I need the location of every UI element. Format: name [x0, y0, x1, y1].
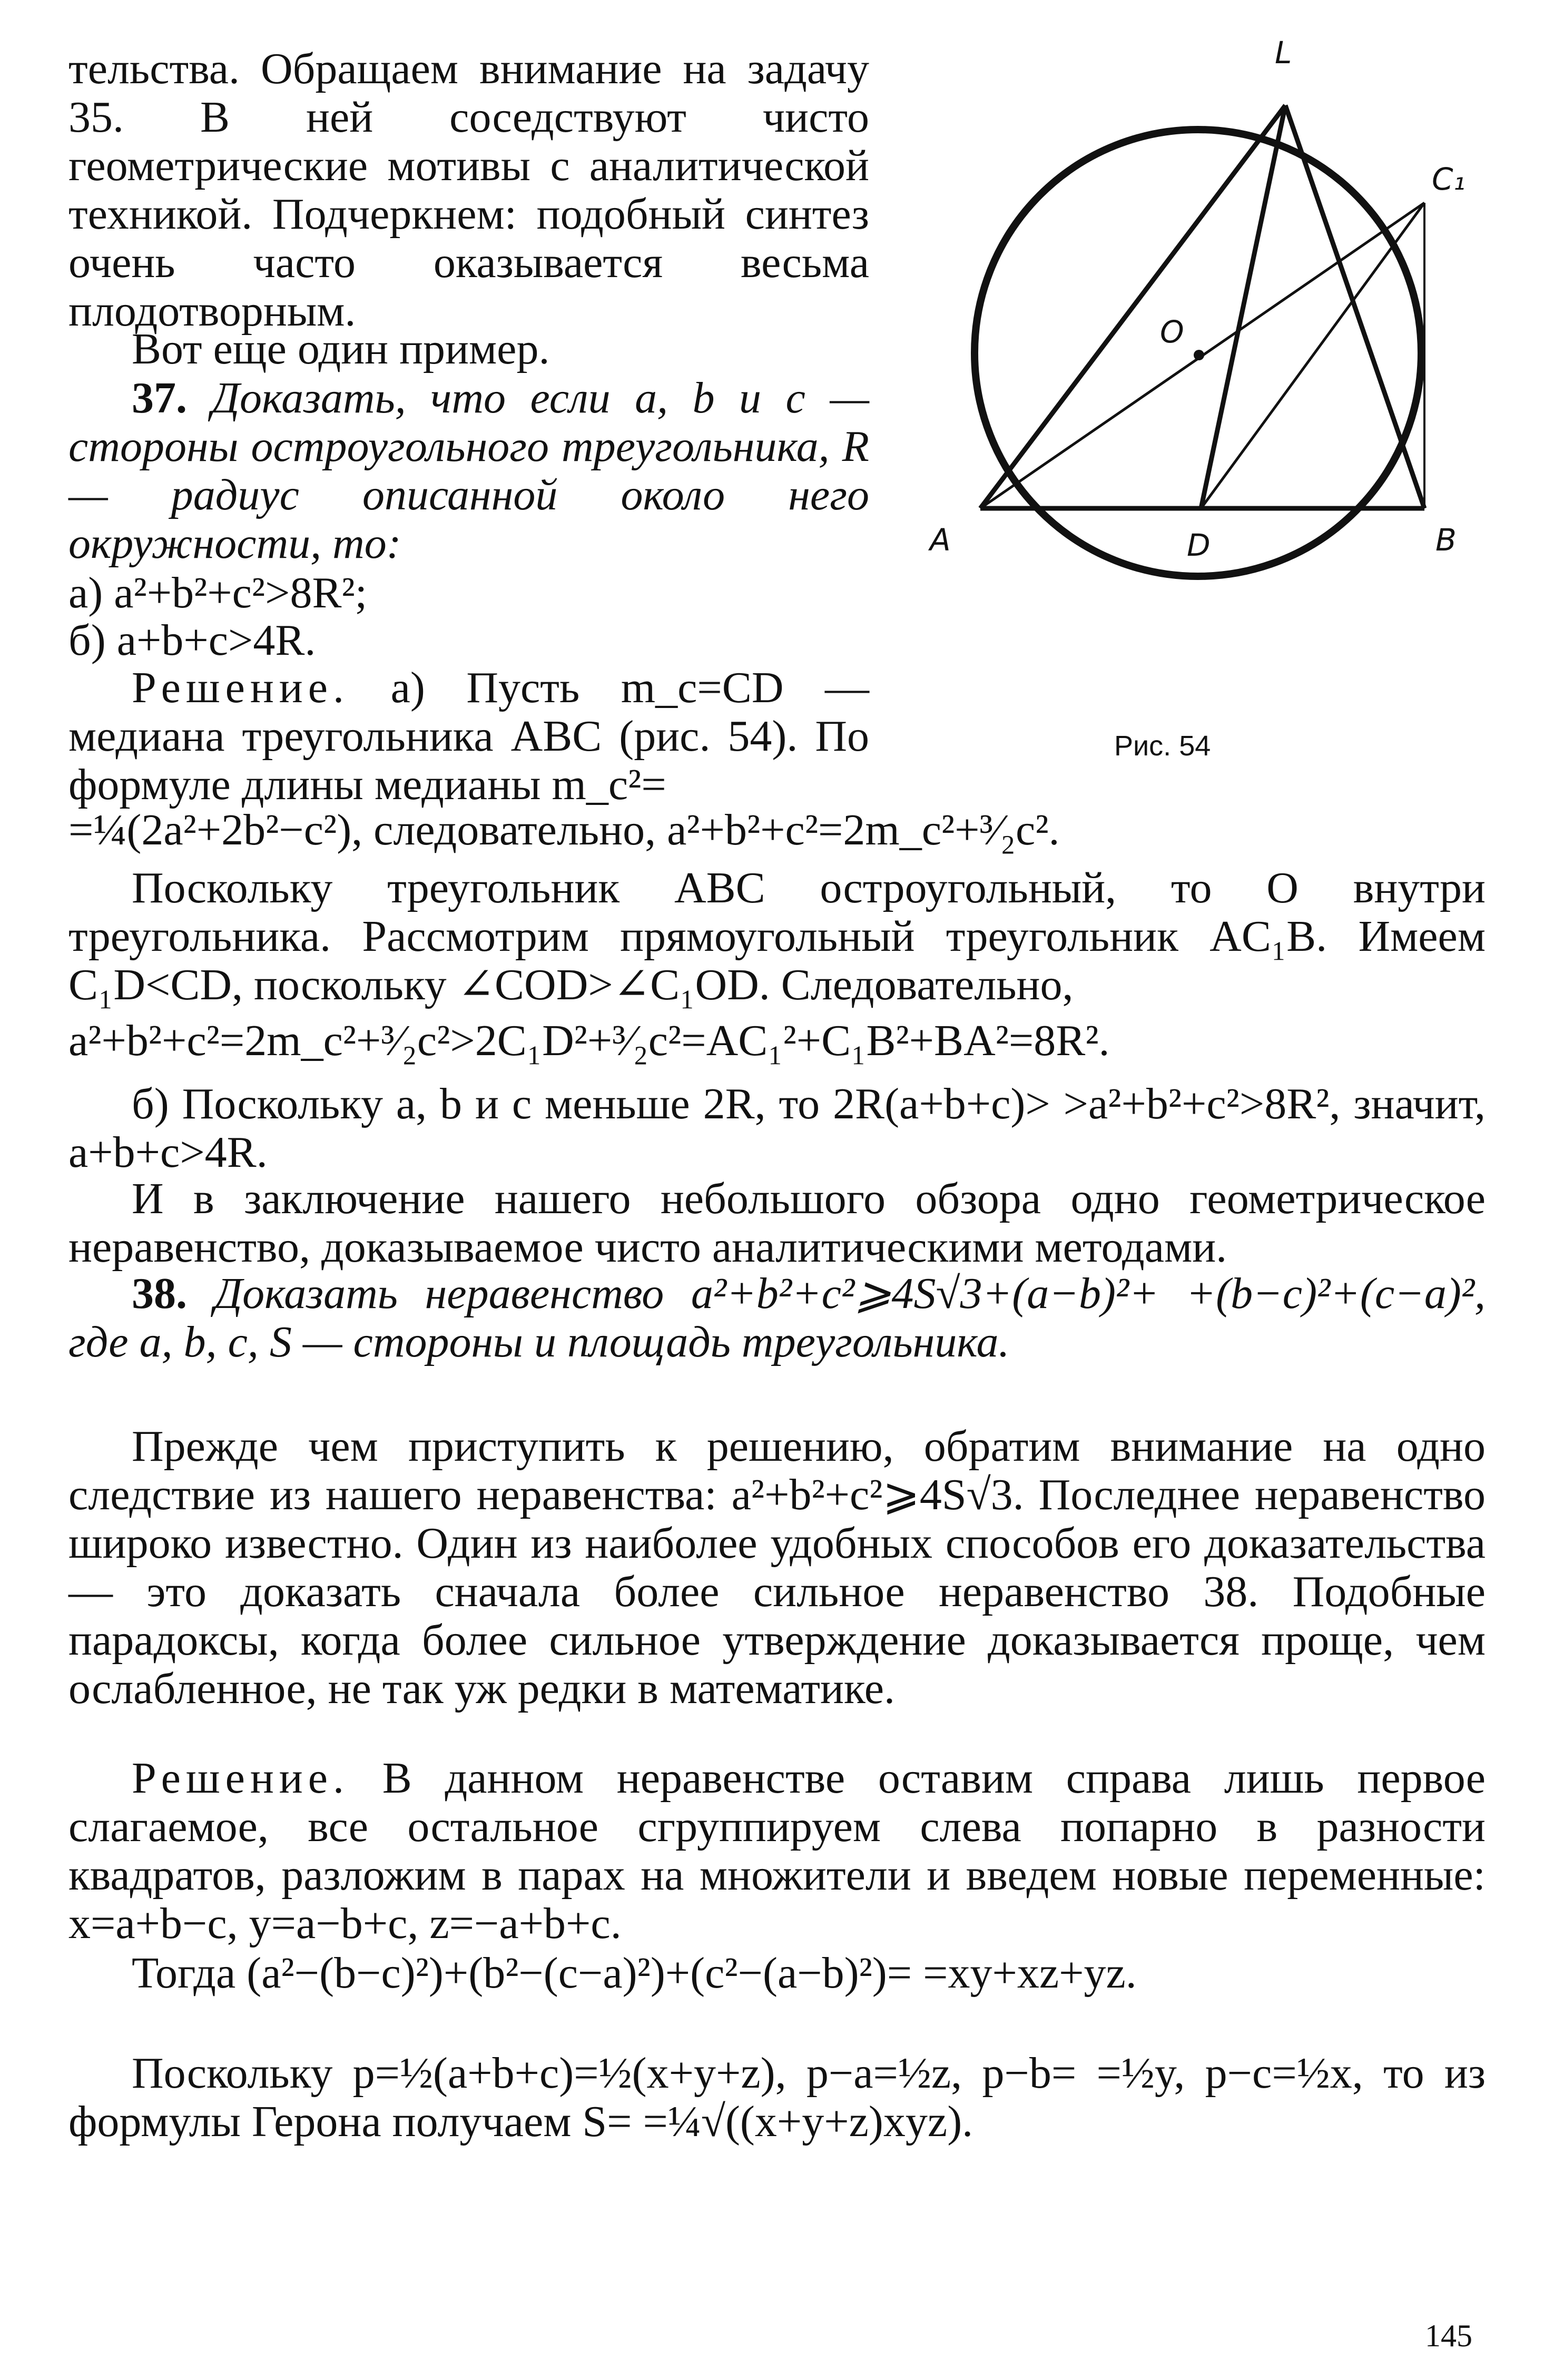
solution-label: Решение.	[132, 663, 350, 712]
paragraph-acute: Поскольку треугольник ABC остроугольный, то O внутри треугольника. Рассмотрим прямоугольный треугольник AC₁B. Имеем C₁D<CD, поскольку ∠COD>∠C₁OD. Следовательно,	[68, 863, 1486, 1009]
problem-37-number: 37.	[132, 373, 187, 422]
label-l: L	[1275, 35, 1292, 71]
problem-37-text: Доказать, что если a, b и c — стороны остроугольного треугольника, R — радиус описанной около него окружности, то:	[68, 373, 870, 568]
label-d: D	[1187, 527, 1211, 563]
solution-37	[68, 664, 869, 809]
problem-38	[68, 1270, 1486, 1366]
problem-38-text: Доказать неравенство a²+b²+c²⩾4S√3+(a−b)²+ +(b−c)²+(c−a)², где a, b, c, S — стороны и площадь треугольника.	[68, 1269, 1486, 1366]
inequality-chain: a²+b²+c²=2m_c²+³⁄₂c²>2C₁D²+³⁄₂c²=AC₁²+C₁B²+BA²=8R².	[68, 1016, 1110, 1065]
label-a: A	[930, 522, 951, 558]
solution-38-text: В данном неравенстве оставим справа лишь первое слагаемое, все остальное сгруппируем слева попарно в разности квадратов, разложим в парах на множители и введем новые переменные: x=a+b−c, y=a−b+c, z=−a+b+c.	[68, 1754, 1486, 1948]
label-c1: C₁	[1432, 161, 1466, 197]
line-al	[980, 105, 1285, 508]
label-o: O	[1160, 314, 1184, 350]
paragraph-then: Тогда (a²−(b−c)²)+(b²−(c−a)²)+(c²−(a−b)²)= =xy+xz+yz.	[132, 1949, 1137, 1998]
center-point	[1194, 350, 1204, 360]
paragraph-paradox: Прежде чем приступить к решению, обратим внимание на одно следствие из нашего неравенства: a²+b²+c²⩾4S√3. Последнее неравенство широко известно. Один из наиболее удобных способов его доказательства — это доказать сначала более сильное неравенство 38. Подобные парадоксы, когда более сильное утверждение доказывается проще, чем ослабленное, не так уж редки в математике.	[68, 1422, 1486, 1713]
solution-38	[68, 1754, 1486, 1948]
part-b: б) Поскольку a, b и c меньше 2R, то 2R(a+b+c)> >a²+b²+c²>8R², значит, a+b+c>4R.	[68, 1079, 1486, 1177]
item-a: а) a²+b²+c²>8R²;	[68, 568, 368, 617]
label-b: B	[1435, 522, 1457, 558]
median-formula: =¼(2a²+2b²−c²), следовательно, a²+b²+c²=2m_c²+³⁄₂c².	[68, 805, 1060, 854]
paragraph-conclusion: И в заключение нашего небольшого обзора одно геометрическое неравенство, доказываемое чисто аналитическими методами.	[68, 1174, 1486, 1272]
line-lb	[1285, 105, 1424, 508]
figure-caption: Рис. 54	[1114, 730, 1211, 762]
paragraph-intro: тельства. Обращаем внимание на задачу 35. В ней соседствуют чисто геометрические мотивы с аналитической техникой. Подчеркнем: подобный синтез очень часто оказывается весьма плодотворным.	[68, 44, 869, 336]
paragraph-example: Вот еще один пример.	[132, 324, 550, 373]
page-number: 145	[1425, 2318, 1472, 2353]
item-b: б) a+b+c>4R.	[68, 616, 316, 665]
problem-37	[68, 374, 869, 568]
problem-38-number: 38.	[132, 1269, 187, 1318]
paragraph-heron: Поскольку p=½(a+b+c)=½(x+y+z), p−a=½z, p−b= =½y, p−c=½x, то из формулы Герона получаем S= =¼√((x+y+z)xyz).	[68, 2049, 1486, 2146]
figure-54	[917, 32, 1522, 680]
solution-37-text: а) Пусть m_c=CD — медиана треугольника ABC (рис. 54). По формуле длины медианы m_c²=	[68, 663, 869, 809]
solution-label-2: Решение.	[132, 1754, 350, 1803]
